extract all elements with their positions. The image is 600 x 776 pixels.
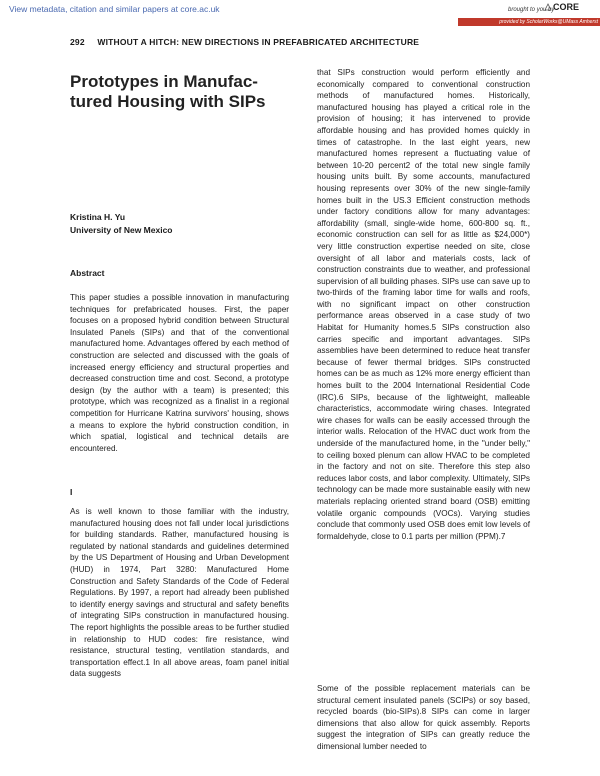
section-heading: I (70, 487, 73, 497)
page-number: 292 (70, 37, 85, 47)
article-title: Prototypes in Manufac-tured Housing with SIPs (70, 72, 266, 111)
top-banner (0, 0, 600, 25)
metadata-link[interactable]: View metadata, citation and similar papers at core.ac.uk (9, 4, 220, 14)
author-name: Kristina H. Yu (70, 212, 126, 222)
running-head-title: WITHOUT A HITCH: NEW DIRECTIONS IN PREFABRICATED ARCHITECTURE (97, 37, 420, 47)
core-logo[interactable]: CORE (553, 2, 580, 12)
right-column-paragraph-1: that SIPs construction would perform efficiently and economically compared to conventional construction methods of manufactured homes. Historically, manufactured housing has played a critical role in the provision of housing; it has intervened to provide affordable housing and has provided homes quickly in times of catastrophe. In the last eight years, new manufactured homes represent a fluctuating value of between 10-20 percent2 of the total new single family housing units built. By some accounts, manufactured housing represents over 30% of the new single-family homes built in the US.3 Efficient construction methods under factory conditions allow for many advantages: affordability (small, single-wide home, 600-800 sq. ft., economic construction can sell for as little as $24,000*) very little construction expertise needed on site, close oversight of all labor and materials costs, lack of construction constraints due to weather, and professional supervision of all building phases. SIPs use can save up to two-thirds of the framing labor time for walls and roofs, with no significant impact on other construction performance areas observed in a case study of two Habitat for Humanity homes.5 SIPs construction also carries specific and important advantages. SIPs assemblies have been determined to reduce heat transfer because of fewer thermal bridges. SIPs constructed homes can be as much as 12% more energy efficient than homes built to the 2004 International Residential Code (IRC).6 SIPs, because of the lightweight, malleable characteristics, accommodate wiring chases. Integrated wire chases for walls can be easily accessed through the interior walls. Relocation of the HVAC duct work from the underside of the manufactured home, in the "under belly," to ceiling boxed plenum can allow HVAC to be completed in the factory and not on site. Therefore this step also reduces labor costs, and labor complexity. Ultimately, SIPs technology can be made more sustainable easily with new materials replacing oriented strand board (OSB) emitting volatile organic compounds (VOCs). Varying studies conclude that commonly used OSB does emit low levels of formaldehyde, close to 0.1 parts per million (PPM).7 (317, 68, 531, 541)
running-head (70, 37, 419, 47)
right-column-paragraph-2: Some of the possible replacement materials can be structural cement insulated panels (SCIPs) or soy based, recycled boards (bio-SIPs).8 SIPs can come in larger dimensions that also allow for quick assembly. Reports suggest the integration of SIPs can greatly reduce the dimensional lumber needed to (317, 684, 530, 751)
author-block (70, 211, 173, 237)
provided-by-banner[interactable]: provided by ScholarWorks@UMass Amherst (458, 18, 600, 26)
section-text: As is well known to those familiar with the industry, manufactured housing does not fall under local jurisdictions for building standards. Rather, manufactured housing is regulated by national standards and guidelines determined by the US Department of Housing and Urban Development (HUD) in 1974, Part 3280: Manufactured Home Construction and Safety Standards of the Code of Federal Regulations. By 1997, a report had already been published to identify energy savings and structural and safety benefits of integrating SIPs construction in manufactured housing. The report highlights the possible areas to be further studied in relationship to HUD codes: fire resistance, wind resistance, structural testing, ventilation standards, and transportation effect.1 In all above areas, foam panel initial data suggests (70, 507, 289, 679)
abstract-heading: Abstract (70, 268, 105, 278)
brought-by-label: brought to you by (508, 7, 555, 13)
core-logo-icon (544, 3, 552, 11)
author-affiliation: University of New Mexico (70, 225, 173, 235)
abstract-text: This paper studies a possible innovation in manufacturing techniques for prefabricated houses. First, the paper focuses on a proposed hybrid condition between Structural Insulated Panels (SIPs) and that of the conventional manufactured home. Advantages offered by each method of construction are selected and discussed with the goals of increased energy efficiency and structural properties and decreased construction time and cost. Second, a prototype design (by the author with a team) is presented; this prototype, which was recognized as a finalist in a regional competition for Hurricane Katrina survivors' housing, shows a means to explore the hybrid construction condition, in which spatial, logistical and technical details are encountered. (70, 293, 289, 453)
